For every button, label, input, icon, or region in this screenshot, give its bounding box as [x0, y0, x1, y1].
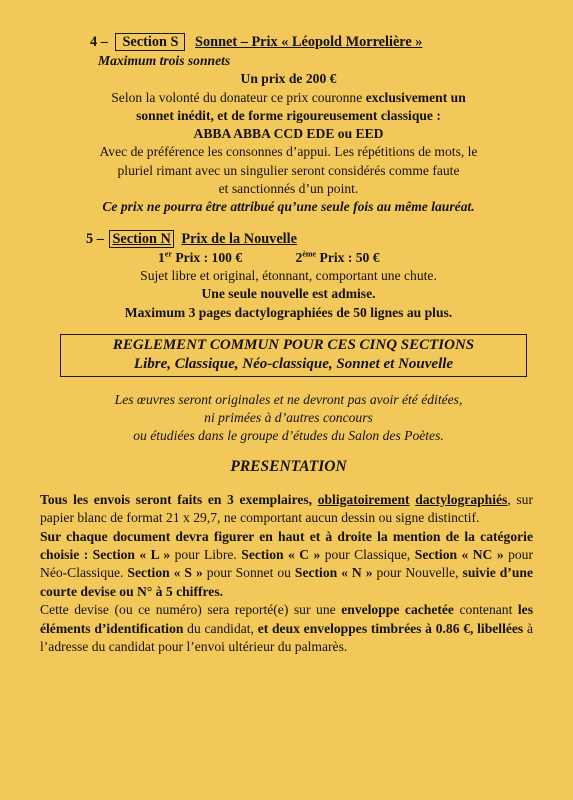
para-2-section-n: Section « N »	[294, 565, 373, 581]
para-2-section-c: Section « C »	[241, 546, 321, 562]
para-2-lead: Sur chaque document devra figurer en haut et à droite la mention de la catégorie choisie : Section « L »	[40, 528, 533, 562]
section-4-title: Sonnet – Prix « Léopold Morrelière »	[195, 34, 423, 50]
section-5-line-2: Une seule nouvelle est admise.	[201, 286, 376, 302]
section-4-prize: Un prix de 200 €	[240, 71, 337, 87]
section-4-line-2: sonnet inédit, et de forme rigoureusement classique :	[136, 107, 441, 123]
prize-1	[158, 250, 246, 265]
section-5-prizes	[158, 249, 537, 267]
common-rules-subtitle: Libre, Classique, Néo-classique, Sonnet et Nouvelle	[133, 355, 454, 372]
para-1-rest: , sur papier blanc de format 21 x 29,7, ne comportant aucun dessin ou signe distinctif.	[40, 491, 533, 526]
section-4	[40, 32, 537, 217]
prize-1-number: 1	[158, 249, 165, 265]
section-4-label: Section S	[115, 33, 185, 51]
para-1-obligatoirement: obligatoirement	[317, 491, 410, 507]
para-3-elements: les éléments d’identification	[40, 602, 533, 636]
section-4-note: Ce prix ne pourra être attribué qu’une seule fois au même lauréat.	[102, 199, 475, 215]
section-4-line-1-bold: exclusivement un	[365, 89, 466, 105]
para-2-devise: suivie d’une courte devise ou N° à 5 chiffres.	[40, 565, 533, 599]
section-5-line-3: Maximum 3 pages dactylographiées de 50 lignes au plus.	[124, 304, 453, 320]
section-4-scheme: ABBA ABBA CCD EDE ou EED	[193, 126, 384, 142]
section-4-line-5: et sanctionnés d’un point.	[218, 181, 359, 197]
section-4-line-1	[40, 89, 537, 107]
para-1-lead: Tous les envois seront faits en 3 exemplaires,	[40, 491, 313, 507]
common-rules-box	[60, 334, 527, 377]
prize-2-number: 2	[295, 249, 303, 265]
para-1-dactylographies: dactylographiés	[415, 491, 508, 507]
presentation-para-3	[40, 601, 533, 656]
section-4-number: 4 –	[90, 34, 108, 50]
para-3-rest: à l’adresse du candidat pour l’envoi ultérieur du palmarès.	[40, 620, 533, 654]
para-2-sonnet: pour Sonnet ou	[202, 565, 295, 581]
para-3-candidat: du candidat,	[183, 620, 258, 636]
prize-2-sup: ème	[302, 249, 317, 259]
prize-1-text: Prix : 100 €	[175, 249, 243, 265]
common-line-1: Les œuvres seront originales et ne devront pas avoir été éditées,	[114, 391, 463, 407]
presentation-heading: PRESENTATION	[230, 457, 347, 475]
section-5-heading	[86, 229, 537, 249]
section-4-line-4: pluriel rimant avec un singulier seront considérés comme faute	[117, 162, 460, 178]
section-4-line-3: Avec de préférence les consonnes d’appui. Les répétitions de mots, le	[99, 144, 478, 160]
section-5	[40, 229, 537, 322]
para-2-classique: pour Classique,	[320, 546, 415, 562]
para-3-timbrees: et deux enveloppes timbrées à 0.86 €, libellées	[257, 620, 524, 636]
para-2-neo: pour Néo-Classique.	[40, 546, 533, 581]
section-5-label: Section N	[109, 230, 173, 248]
para-2-section-s: Section « S »	[127, 565, 203, 581]
prize-1-sup: er	[164, 249, 172, 259]
para-2-section-nc: Section « NC »	[414, 546, 504, 562]
section-4-heading	[90, 32, 537, 52]
para-2-libre: pour Libre.	[170, 546, 242, 562]
prize-2	[296, 250, 380, 265]
common-rules-text	[40, 391, 537, 446]
presentation-para-1	[40, 491, 533, 528]
common-rules-title: REGLEMENT COMMUN POUR CES CINQ SECTIONS	[112, 336, 475, 353]
section-5-line-1: Sujet libre et original, étonnant, comportant une chute.	[140, 267, 437, 283]
section-4-max: Maximum trois sonnets	[98, 53, 231, 68]
para-3-contenant: contenant	[453, 602, 518, 618]
common-line-3: ou étudiées dans le groupe d’études du Salon des Poètes.	[133, 428, 444, 444]
section-5-number: 5 –	[86, 230, 104, 247]
para-2-nouvelle: pour Nouvelle,	[372, 565, 463, 581]
para-3-lead: Cette devise (ou ce numéro) sera reporté(e) sur une	[40, 602, 342, 618]
section-4-line-1-text: Selon la volonté du donateur ce prix couronne	[111, 89, 363, 105]
presentation-para-2	[40, 528, 533, 602]
prize-2-text: Prix : 50 €	[319, 249, 380, 265]
common-line-2: ni primées à d’autres concours	[204, 410, 373, 426]
section-5-title: Prix de la Nouvelle	[181, 230, 297, 247]
para-3-enveloppe: enveloppe cachetée	[341, 602, 454, 618]
